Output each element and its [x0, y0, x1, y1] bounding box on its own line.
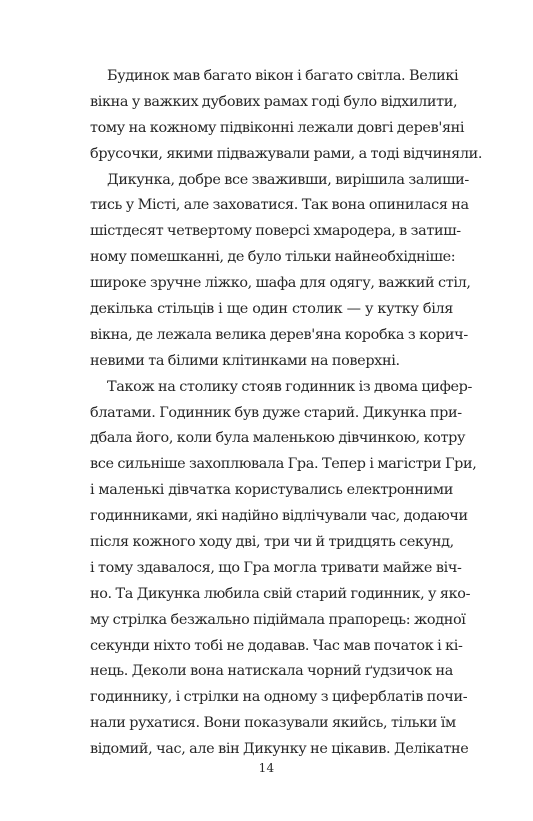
text-line: і тому здавалося, що Гра могла тривати майже віч- [90, 559, 462, 576]
text-line: декілька стільців і ще один столик — у кутку біля [90, 301, 453, 318]
text-line: невими та білими клітинками на поверхні. [90, 352, 400, 369]
text-line: відомий, час, але він Дикунку не цікавив. Делікатне [90, 741, 469, 758]
text-line: і маленькі дівчатка користувались електронними [90, 482, 453, 499]
text-line: блатами. Годинник був дуже старий. Дикунка при- [90, 404, 462, 421]
text-line: годиннику, і стрілки на одному з циферблатів почи- [90, 689, 468, 706]
text-line: Дикунка, добре все зваживши, вирішила залиши- [107, 171, 469, 188]
text-line: брусочки, якими підважували рами, а тоді відчиняли. [90, 145, 483, 162]
text-line: вікна, де лежала велика дерев'яна коробка з корич- [90, 326, 468, 343]
text-line: му стрілка безжально підіймала прапорець: жодної [90, 611, 466, 628]
text-line: вікна у важких дубових рамах годі було відхилити, [90, 93, 458, 110]
page-number: 14 [258, 761, 275, 775]
text-line: годинниками, які надійно відлічували час, додаючи [90, 508, 468, 525]
text-line: нець. Деколи вона натискала чорний ґудзичок на [90, 663, 453, 680]
text-line: Будинок мав багато вікон і багато світла. Великі [107, 68, 459, 84]
text-line: шістдесят четвертому поверсі хмародера, в затиш- [90, 223, 461, 240]
text-line: ному помешканні, де було тільки найнеобхідніше: [90, 249, 456, 266]
text-line: дбала його, коли була маленькою дівчинкою, котру [90, 430, 466, 447]
text-line: широке зручне ліжко, шафа для одягу, важкий стіл, [90, 275, 471, 292]
text-line: все сильніше захоплювала Гра. Тепер і магістри Гри, [90, 456, 477, 473]
body-text [90, 64, 483, 763]
text-line: Також на столику стояв годинник із двома цифер- [107, 378, 473, 395]
text-line: секунди ніхто тобі не додавав. Час мав початок і кі- [90, 637, 463, 654]
text-line: після кожного ходу дві, три чи й тридцять секунд, [90, 534, 454, 551]
text-line: тись у Місті, але заховатися. Так вона опинилася на [90, 197, 469, 214]
text-line: нали рухатися. Вони показували якийсь, тільки їм [90, 715, 456, 732]
text-line: но. Та Дикунка любила свій старий годинник, у яко- [90, 585, 471, 602]
text-line: тому на кожному підвіконні лежали довгі дерев'яні [90, 119, 465, 136]
